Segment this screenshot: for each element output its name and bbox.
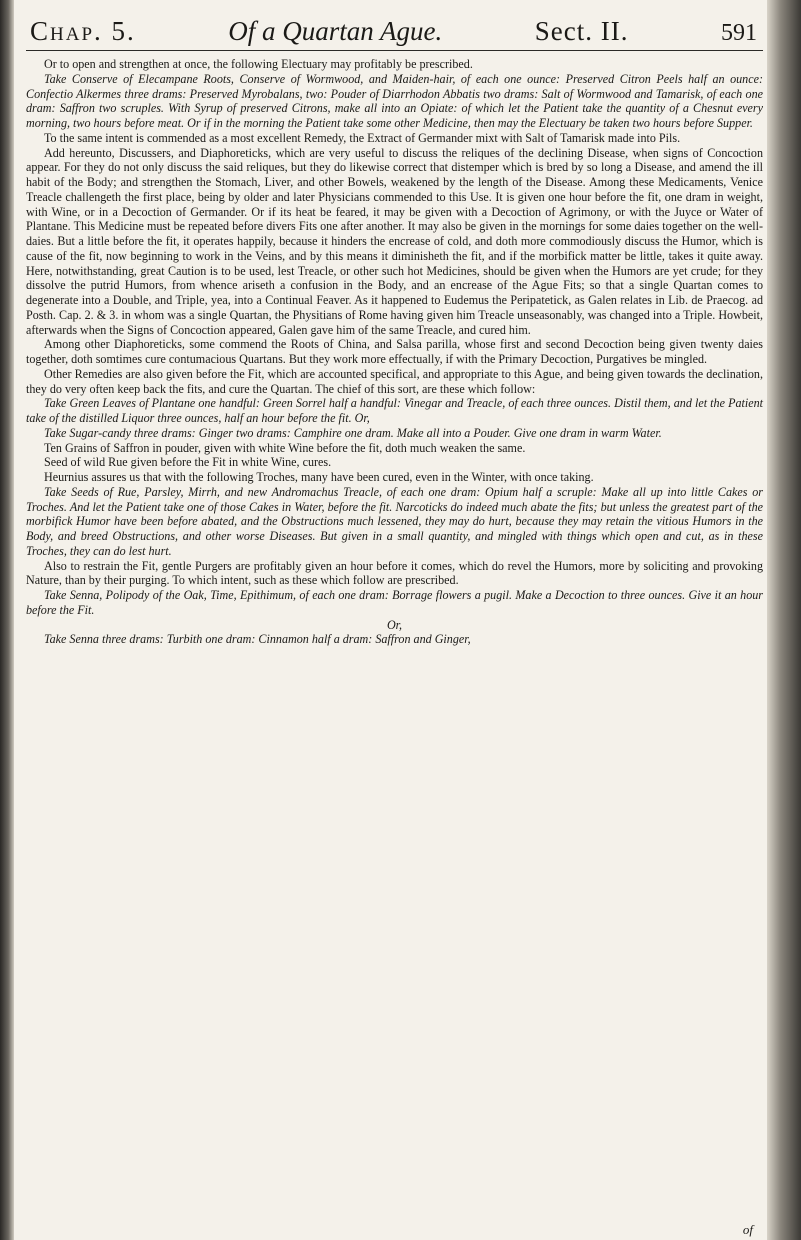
binding-shadow-right	[767, 0, 801, 1240]
paragraph: Ten Grains of Saffron in pouder, given with white Wine before the fit, doth much weaken the same.	[44, 440, 526, 455]
paragraph: Heurnius assures us that with the following Troches, many have been cured, even in the Winter, with once taking.	[44, 470, 594, 484]
page-title: Of a Quartan Ague.	[228, 16, 443, 46]
body-text	[26, 57, 763, 647]
paragraph: Seed of wild Rue given before the Fit in white Wine, cures.	[44, 455, 332, 470]
recipe-paragraph: Take Green Leaves of Plantane one handful: Green Sorrel half a handful: Vinegar and Treacle, of each three ounces. Distil them, and let the Patient take of the distilled Liquor three ounces, half an hour before the fit. Or,	[26, 396, 763, 425]
chapter-label: Chap. 5.	[30, 16, 136, 46]
recipe-paragraph: Take Senna, Polipody of the Oak, Time, Epithimum, of each one dram: Borrage flowers a pugil. Make a Decoction to three ounces. Give it an hour before the Fit.	[26, 588, 763, 617]
recipe-paragraph: Take Seeds of Rue, Parsley, Mirrh, and new Andromachus Treacle, of each one dram: Opium half a scruple: Make all up into little Cakes or Troches. And let the Patient take one of those Cakes in Water, before the fit. Narcoticks do indeed much abate the fits; but unless the greatest part of the morbifick Humor have been before abated, and the Obstructions much lessened, they may do hurt, because they may retain the vitious Humors in the Body, and breed Obstructions, and other worse Diseases. But given in a small quantity, and mingled with things which open and cut, as in these Troches, they can do lest hurt.	[26, 484, 763, 558]
page-number: 591	[721, 20, 757, 46]
paragraph: Among other Diaphoreticks, some commend the Roots of China, and Salsa parilla, whose first and second Decoction being given twenty daies together, doth somtimes cure contumacious Quartans. But they work more effectually, if with the Primary Decoction, Purgatives be mingled.	[26, 337, 763, 366]
recipe-paragraph: Take Sugar-candy three drams: Ginger two drams: Camphire one dram. Make all into a Pouder. Give one dram in warm Water.	[44, 425, 662, 440]
catchword: of	[742, 1222, 753, 1237]
recipe-paragraph: Take Conserve of Elecampane Roots, Conserve of Wormwood, and Maiden-hair, of each one ounce: Preserved Citron Peels half an ounce: Confectio Alkermes three drams: Preserved Myrobalans, two: Pouder of Diarrhodon Abbatis two drams: Salt of Wormwood and Tamarisk, of each one dram: Saffron two scruples. With Syrup of preserved Citrons, make all into an Opiate: of which let the Patient take the quantity of a Chesnut every morning, two hours before meat. Or if in the morning the Patient take some other Medicine, then may the Electuary be taken two hours before Supper.	[26, 71, 763, 130]
paragraph: Also to restrain the Fit, gentle Purgers are profitably given an hour before it comes, which do revel the Humors, more by soliciting and provoking Nature, than by their purging. To which intent, such as these which follow are prescribed.	[26, 558, 763, 588]
running-header	[26, 12, 763, 51]
paragraph: To the same intent is commended as a most excellent Remedy, the Extract of Germander mixt with Salt of Tamarisk made into Pils.	[44, 130, 681, 145]
paragraph: Or to open and strengthen at once, the following Electuary may profitably be prescribed.	[44, 57, 473, 71]
paragraph: Add hereunto, Discussers, and Diaphoreticks, which are very useful to discuss the reliques of the declining Disease, when signs of Concoction appear. For they do not only discuss the said reliques, but they do likewise correct that distemper which is bred by so long a Disease, and amend the ill habit of the Body; and strengthen the Stomach, Liver, and other Bowels, weakened by the length of the Disease. Among these Medicaments, Venice Treacle challengeth the first place, being by older and later Physicians commended to this Use. It is given one hour before the fit, one dram in weight, with Wine, or in a Decoction of Germander. Or if its heat be feared, it may be given with a Decoction of Agrimony, or with the Juyce or Water of Plantane. This Medicine must be repeated before divers Fits one after another. It may also be given in the mornings for some daies together on the well-daies. But a little before the fit, it operates happily, because it hinders the encrease of cold, and doth more commodiously discuss the Humor, which is cause of the fit, now beginning to work in the Veins, and by this means it diminisheth the fit, and if the morbifick matter be little, takes it quite away. Here, notwithstanding, great Caution is to be used, lest Treacle, or other such hot Medicines, should be given when the Humors are yet crude; for they dissolve the putrid Humors, from whence ariseth a confusion in the Body, and an encrease of the Ague Fits; so that a single Quartan comes to degenerate into a Double, and Triple, yea, into a Continual Feaver. As it happened to Eudemus the Peripatetick, as Galen relates in Lib. de Praecog. ad Posth. Cap. 2. & 3. in whom was a single Quartan, the Physitians of Rome having given him Treacle unseasonably, was changed into a Triple. Howbeit, afterwards when the Signs of Concoction appeared, Galen gave him of the same Treacle, and cured him.	[26, 145, 763, 337]
recipe-paragraph: Take Senna three drams: Turbith one dram: Cinnamon half a dram: Saffron and Ginger,	[44, 632, 471, 647]
section-label: Sect. II.	[534, 16, 629, 46]
paragraph: Other Remedies are also given before the Fit, which are accounted specifical, and appropriate to this Ague, and being given towards the declination, they do very often keep back the fits, and cure the Quartan. The chief of this sort, are these which follow:	[26, 366, 763, 396]
binding-shadow-left	[0, 0, 14, 1240]
recipe-paragraph: Or,	[386, 617, 403, 632]
